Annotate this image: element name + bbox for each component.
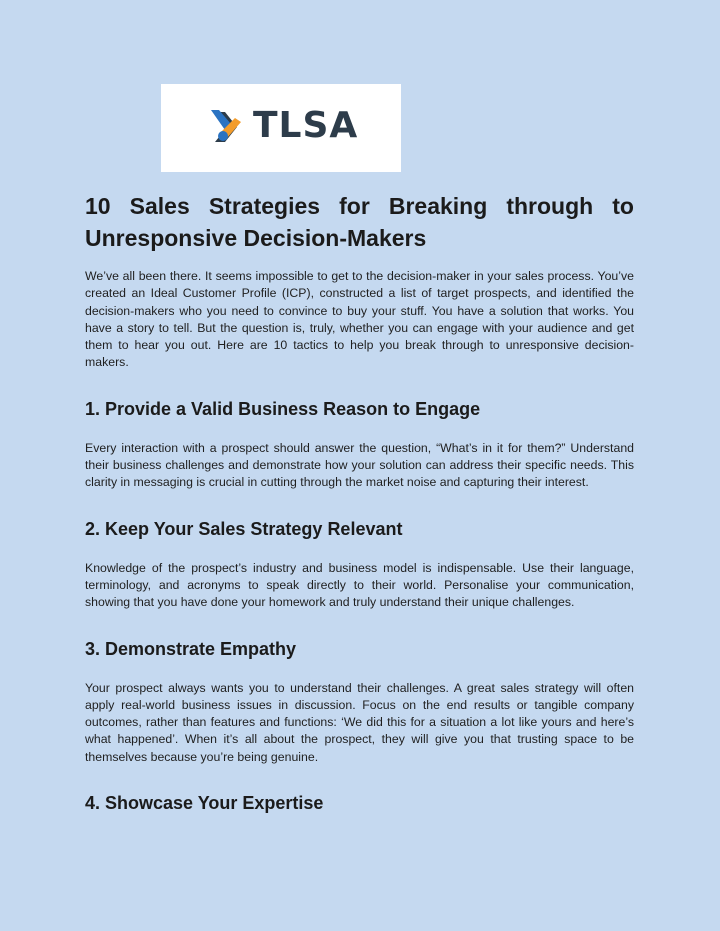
logo-wordmark: TLSA (253, 105, 359, 146)
section-body-2: Knowledge of the prospect’s industry and business model is indispensable. Use their language, terminology, and acronyms to speak directly to their world. Personalise your communication, showing that you have done your homework and truly understand their unique challenges. (85, 560, 634, 610)
company-logo (161, 84, 401, 172)
section-heading-3: 3. Demonstrate Empathy (85, 638, 297, 659)
section-heading-2: 2. Keep Your Sales Strategy Relevant (85, 518, 403, 539)
intro-paragraph: We’ve all been there. It seems impossible to get to the decision-maker in your sales process. You’ve created an Ideal Customer Profile (ICP), constructed a list of target prospects, and identified the decision-makers who you need to convince to buy your stuff. You have a solution that works. You have a story to tell. But the question is, truly, whether you can engage with your audience and get them to hear you out. Here are 10 tactics to help you break through to unresponsive decision-makers. (85, 269, 634, 370)
section-heading-1: 1. Provide a Valid Business Reason to Engage (85, 398, 481, 419)
page-title: 10 Sales Strategies for Breaking through to Unresponsive Decision-Makers (85, 193, 634, 251)
section-body-1: Every interaction with a prospect should answer the question, “What’s in it for them?” Understand their business challenges and demonstrate how your solution can address their specific needs. This clarity in messaging is crucial in cutting through the market noise and capturing their interest. (85, 440, 634, 490)
tlsa-arrow-icon (209, 106, 249, 148)
document-body (85, 190, 634, 834)
section-heading-4: 4. Showcase Your Expertise (85, 793, 324, 814)
section-body-3: Your prospect always wants you to understand their challenges. A great sales strategy will often apply real-world business issues in discussion. Focus on the end results or tangible company outcomes, rather than features and functions: ‘We did this for a situation a lot like yours and here’s what happened’. When it’s all about the prospect, they will give you that trusting space to be themselves because you’re being genuine. (85, 680, 634, 764)
